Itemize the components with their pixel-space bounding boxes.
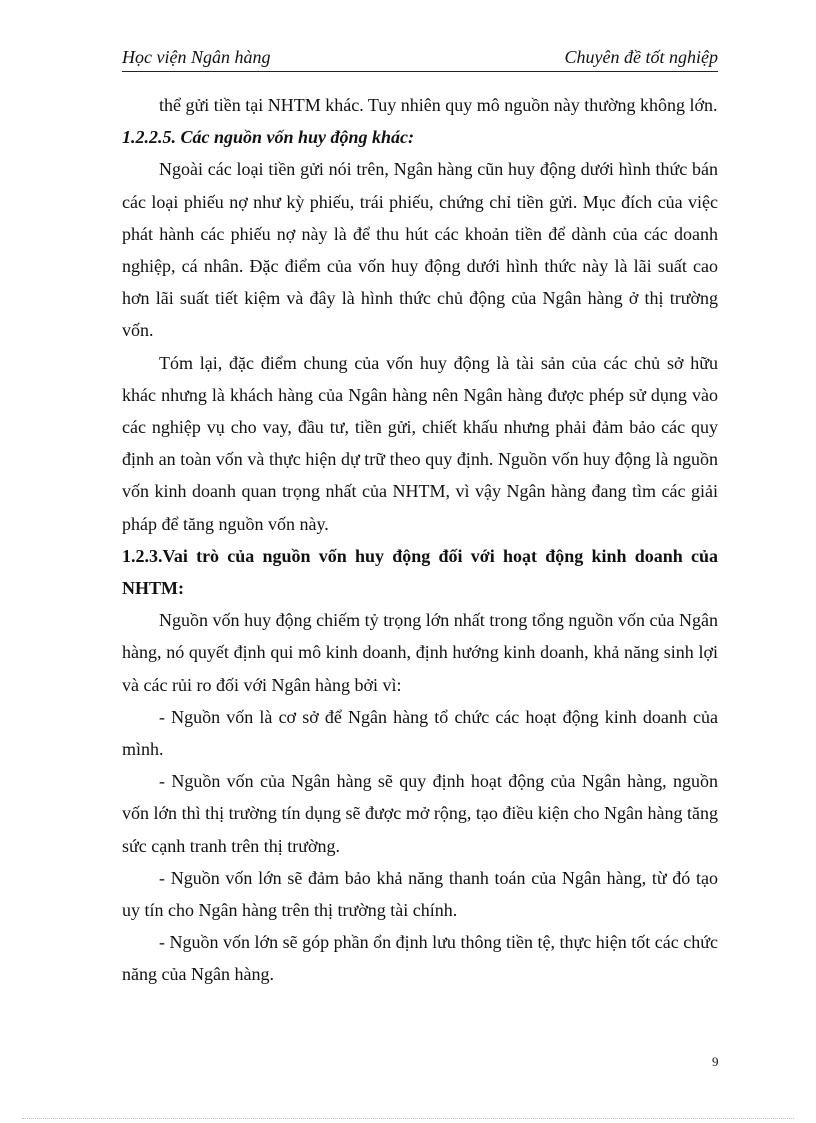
bullet-item-1: - Nguồn vốn là cơ sở để Ngân hàng tổ chức các hoạt động kinh doanh của mình.: [122, 706, 718, 760]
bullet-item-2: - Nguồn vốn của Ngân hàng sẽ quy định hoạt động của Ngân hàng, nguồn vốn lớn thì thị trường tín dụng sẽ được mở rộng, tạo điều kiện cho Ngân hàng tăng sức cạnh tranh trên thị trường.: [122, 771, 718, 856]
header-rule: [122, 71, 718, 72]
header-document-type: Chuyên đề tốt nghiệp: [564, 47, 718, 67]
page-bottom-border: [22, 1118, 794, 1119]
heading-1-2-2-5: 1.2.2.5. Các nguồn vốn huy động khác:: [122, 127, 415, 148]
paragraph-summary: Tóm lại, đặc điểm chung của vốn huy động là tài sản của các chủ sở hữu khác nhưng là khách hàng của Ngân hàng nên Ngân hàng được phép sử dụng vào các nghiệp vụ cho vay, đầu tư, tiền gửi, chiết khấu nhưng phải đảm bảo các quy định an toàn vốn và thực hiện dự trữ theo quy định. Nguồn vốn huy động là nguồn vốn kinh doanh quan trọng nhất của NHTM, vì vậy Ngân hàng đang tìm các giải pháp để tăng nguồn vốn này.: [122, 352, 718, 534]
page-header: [122, 47, 718, 73]
bullet-item-4: - Nguồn vốn lớn sẽ góp phần ổn định lưu thông tiền tệ, thực hiện tốt các chức năng của Ngân hàng.: [122, 932, 718, 985]
page-content: [122, 89, 718, 991]
page-number: 9: [712, 1054, 719, 1069]
bullet-item-3: - Nguồn vốn lớn sẽ đảm bảo khả năng thanh toán của Ngân hàng, từ đó tạo uy tín cho Ngân hàng trên thị trường tài chính.: [122, 867, 718, 921]
paragraph-other-sources: Ngoài các loại tiền gửi nói trên, Ngân hàng cũn huy động dưới hình thức bán các loại phiếu nợ như kỳ phiếu, trái phiếu, chứng chỉ tiền gửi. Mục đích của việc phát hành các phiếu nợ này là để thu hút các khoản tiền để dành của các doanh nghiệp, cá nhân. Đặc điểm của vốn huy động dưới hình thức này là lãi suất cao hơn lãi suất tiết kiệm và đây là hình thức chủ động của Ngân hàng ở thị trường vốn.: [122, 159, 718, 341]
paragraph-role-intro: Nguồn vốn huy động chiếm tỷ trọng lớn nhất trong tổng nguồn vốn của Ngân hàng, nó quyết định qui mô kinh doanh, định hướng kinh doanh, khả năng sinh lợi và các rủi ro đối với Ngân hàng bởi vì:: [122, 610, 718, 695]
header-institution: Học viện Ngân hàng: [122, 47, 271, 67]
paragraph-continued: thể gửi tiền tại NHTM khác. Tuy nhiên quy mô nguồn này thường không lớn.: [159, 95, 718, 115]
heading-1-2-3: 1.2.3.Vai trò của nguồn vốn huy động đối với hoạt động kinh doanh của NHTM:: [122, 545, 718, 599]
